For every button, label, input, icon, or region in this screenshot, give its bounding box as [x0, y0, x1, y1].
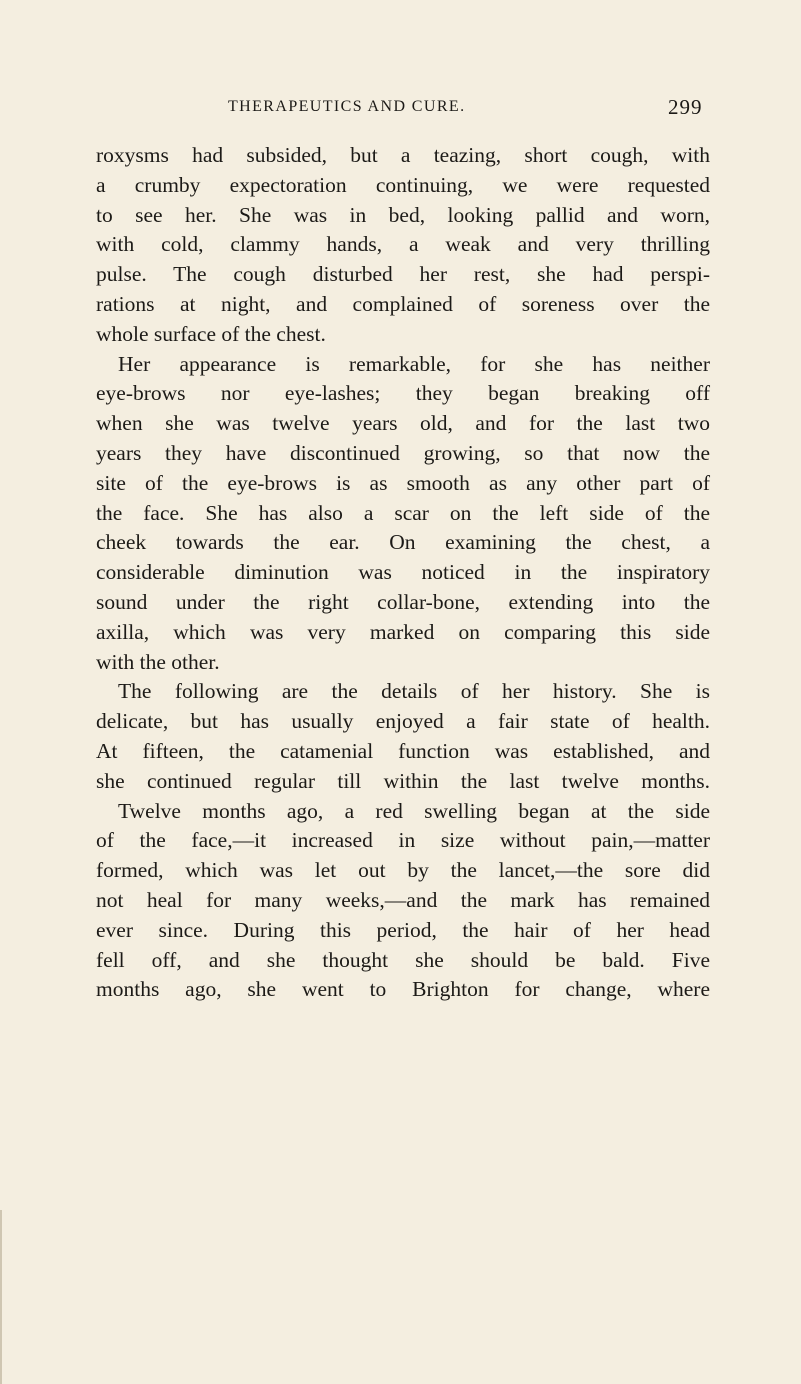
text-line: years they have discontinued growing, so that now the: [96, 440, 710, 465]
text-line: when she was twelve years old, and for the last two: [96, 411, 710, 436]
text-line: delicate, but has usually enjoyed a fair state of health.: [96, 709, 710, 734]
text-line: pulse. The cough disturbed her rest, she had perspi-: [96, 262, 710, 287]
text-line: roxysms had subsided, but a teazing, short cough, with: [96, 143, 710, 167]
text-line: of the face,—it increased in size without pain,—matter: [96, 828, 710, 853]
paragraph-start-line: The following are the details of her history. She is: [118, 679, 710, 704]
text-line: the face. She has also a scar on the left side of the: [96, 500, 710, 525]
text-line: whole surface of the chest.: [96, 321, 326, 346]
text-line: with the other.: [96, 649, 220, 674]
text-line: site of the eye-brows is as smooth as any other part of: [96, 470, 710, 495]
text-line: eye-brows nor eye-lashes; they began breaking off: [96, 381, 710, 406]
text-line: months ago, she went to Brighton for change, where: [96, 977, 710, 1002]
binding-edge: [0, 1210, 2, 1384]
text-line: sound under the right collar-bone, extending into the: [96, 589, 710, 614]
text-line: with cold, clammy hands, a weak and very thrilling: [96, 232, 710, 257]
text-line: she continued regular till within the last twelve months.: [96, 768, 710, 793]
text-line: fell off, and she thought she should be bald. Five: [96, 947, 710, 972]
text-line: ever since. During this period, the hair of her head: [96, 917, 710, 942]
text-line: considerable diminution was noticed in the inspiratory: [96, 560, 710, 585]
running-head: [0, 92, 801, 122]
text-line: to see her. She was in bed, looking pallid and worn,: [96, 202, 710, 227]
text-line: formed, which was let out by the lancet,—the sore did: [96, 858, 710, 883]
text-line: rations at night, and complained of soreness over the: [96, 291, 710, 316]
running-title: THERAPEUTICS AND CURE.: [228, 98, 466, 115]
text-line: At fifteen, the catamenial function was established, and: [96, 738, 710, 763]
body-text: [96, 141, 710, 1005]
text-line: Twelve months ago, a red swelling began at the side: [118, 798, 710, 823]
text-line: not heal for many weeks,—and the mark has remained: [96, 887, 710, 912]
paragraph-start-line: Her appearance is remarkable, for she has neither: [118, 351, 710, 376]
text-line: a crumby expectoration continuing, we were requested: [96, 172, 710, 197]
text-line: cheek towards the ear. On examining the chest, a: [96, 530, 710, 555]
text-line: axilla, which was very marked on comparing this side: [96, 619, 710, 644]
page-number: 299: [668, 95, 703, 119]
